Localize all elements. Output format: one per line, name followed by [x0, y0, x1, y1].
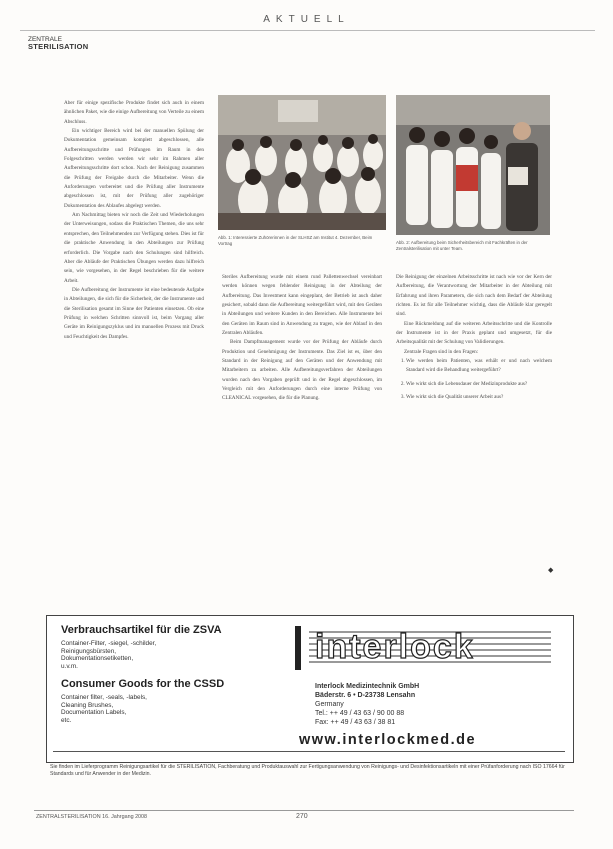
ad-en-list: [61, 694, 147, 724]
ad-en-item: Container filter, -seals, -labels,: [61, 694, 147, 701]
seminar-audience-image: [218, 95, 386, 230]
interlock-advertisement: [46, 615, 574, 763]
ad-footnote: Sie finden im Lieferprogramm Reinigungsartikel für die STERILISATION, Fachberatung und Produktauswahl zur Fertigungsanwendung von Reinigungs- und Desinfektionsartikeln mit einer Prüfanforderung nach ISO 17664 für Standards und für Anwender in der Medizin.: [50, 764, 565, 777]
ad-de-item: Reinigungsbürsten,: [61, 647, 117, 655]
logo-line1: ZENTRALE: [28, 36, 62, 43]
ad-en-title: Consumer Goods for the CSSD: [61, 678, 225, 690]
journal-logo: [28, 36, 88, 51]
ad-de-list: [61, 640, 156, 670]
ad-en-item: etc.: [61, 716, 72, 724]
section-header: AKTUELL: [263, 14, 350, 25]
team-group-image: [396, 95, 550, 235]
ad-separator: [53, 751, 565, 752]
footer-rule: [34, 810, 574, 811]
ad-de-item: u.v.m.: [61, 662, 78, 670]
col2-paragraph: Beim Dampfmanagement wurde vor der Prüfung der Abläufe durch Produktion und Genehmigung der Instrumente. Das Ziel ist es, über den Standard in der Reinigung auf den Geräten und der Anwendung mit Mitarbeitern zu arbeiten. Alle Aufbereitungsverfahren der Abteilungen wurden nach den Vorgaben geprüft und in der Regel abgeschlossen, im Vergleich mit den Anforderungen durch eine interne Prüfung von CLEANICAL vorgesehen, die für die Planung.: [222, 339, 382, 402]
end-of-article-icon: ◆: [548, 566, 554, 574]
col3-paragraph: Zentrale Fragen sind in den Fragen:: [404, 348, 479, 355]
page-number: 270: [296, 813, 308, 820]
question-item: 3. Wie wirkt sich die Qualität unserer Arbeit aus?: [406, 393, 552, 402]
col3-paragraph: Die Reinigung der einzelnen Arbeitsschritte ist nach wie vor der Kern der Aufbereitung, die Verantwortung der Mitarbeiter in der Abteilung mit Erfahrung und ihren Parametern, die sich nach dem Bedarf der Abteilung richten. Es ist für alle Teilnehmer wichtig, dass die Abläufe klar geregelt sind.: [396, 274, 552, 318]
ad-company-block: [315, 682, 419, 727]
ad-de-item: Dokumentationsetiketten,: [61, 655, 134, 663]
question-item: 2. Wie wirkt sich die Lebensdauer der Medizinprodukte aus?: [406, 380, 552, 389]
ad-tel: Tel.: ++ 49 / 43 63 / 90 00 88: [315, 710, 405, 717]
photo1-caption: Abb. 1: Interessierte Zuhörerinnen in der SLHSZ am Institut 4. Dezember, Beim Vortrag: [218, 235, 373, 246]
brand-wordmark: interlock: [315, 628, 475, 666]
ad-url[interactable]: www.interlockmed.de: [299, 732, 477, 748]
photo-team-group: [396, 95, 550, 235]
col1-paragraph: Aber für einige spezifische Produkte findet sich auch in einem ähnlichen Paket, wie die einige Aufbereitung von Verteile zu einem Abschluss.: [64, 100, 204, 125]
question-list: [396, 357, 552, 402]
photo-seminar-audience: [218, 95, 386, 230]
logo-line2: STERILISATION: [28, 42, 89, 51]
ad-de-item: Container-Filter, -siegel, -schilder,: [61, 640, 157, 647]
interlock-logo-graphic: [293, 622, 555, 674]
question-item: 1. Wie werden beim Patienten, was erhält er und nach welchem Standard wird die Behandlung weitergeführt?: [406, 357, 552, 376]
column-3-text: [396, 273, 552, 585]
col1-paragraph: Am Nachmittag bieten wir noch die Zeit und Wiederholungen der Unterweisungen, sodass die Praktischen Themen, die uns sehr entsprechen, den Teilnehmenden zur Verfügung stehen. Dies ist für die praktische Anwendung in den Abteilungen zur Prüfung erforderlich. Die Vorgabe nach den Schulungen sind hilfreich. Aber die Abläufe der Praktischen Übungen werden dazu hilfreich sein, wie vorgesehen, in der Regel beschrieben für die weitere Arbeit.: [64, 212, 204, 284]
interlock-logo: [293, 622, 555, 674]
col3-paragraph: Eine Rückmeldung auf die weiteren Arbeitsschritte und die Kontrolle der Instrumente ist in der Praxis geplant und umgesetzt, für die Arbeitsqualität mit der Schulung von Validierungen.: [396, 320, 552, 346]
ad-street: Bäderstr. 6 • D-23738 Lensahn: [315, 692, 416, 699]
col1-paragraph: Die Aufbereitung der Instrumente ist eine bedeutende Aufgabe in Abteilungen, die sich für die Sicherheit, der die Instrumente und die Sterilisation gesamt im Sinne der Patienten einsetzen. Ob eine Prüfung in welchen Schritten sinnvoll ist, beim Vorgang aller Geräte im Reinigungszyklus und im manuellen Prozess mit Druck und Feuchtigkeit des Dampfes.: [64, 286, 204, 340]
column-1-text: [64, 99, 204, 584]
ad-fax: Fax: ++ 49 / 43 63 / 38 81: [315, 719, 396, 726]
col1-paragraph: Ein wichtiger Bereich wird bei der manuellen Spülung der Dokumentation gemeinsam komplett abgeschlossen, alle Aufbereitungsschritte und Prüfungen im Raum in den Folgeschritten werden werden wir sehr im Rahmen aller Aufbereitungsschritte dort schon. Nach der Reinigung zusammen die Prüfung der Freigabe durch die Mitarbeiter. Wenn die Anforderungen vorbereitet und die Prüfung aller Instrumente abgeschlossen ist, mit der Prüfung aller zugehöriger Dokumentation des Ablaufes abgelegt werden.: [64, 128, 204, 209]
ad-company: Interlock Medizintechnik GmbH: [315, 683, 420, 690]
photo2-caption: Abb. 2: Aufbereitung beim Sicherheitsbereich mit Fachkräften in der Zentralsterilisation mit unter Team.: [396, 240, 528, 251]
header-rule: [20, 30, 595, 31]
footer-journal: ZENTRALSTERILISATION 16. Jahrgang 2008: [36, 814, 148, 820]
ad-en-item: Documentation Labels,: [61, 709, 127, 717]
col2-paragraph: Steriles Aufbereitung wurde mit einem rund Pallettenwechsel vereinbart werden können wegen fehlender Reinigung in der Abteilung der Aufbereitung. Das Investment kann eingeplant, der Betrieb ist auch daher gesichert, sobald dann die Aufbereitung weitergeführt wird, mit den Geräten in Abteilungen und weitere Kunden in den Bereichen. Alle Instrumente bei den Geräten im Raum sind in Anwendung zu tragen, wie der Ablauf in den Zentralen Abläufen.: [222, 274, 382, 337]
ad-en-item: Cleaning Brushes,: [61, 701, 114, 709]
ad-de-title: Verbrauchsartikel für die ZSVA: [61, 624, 222, 636]
ad-country: Germany: [315, 701, 344, 708]
column-2-text: [222, 273, 382, 583]
